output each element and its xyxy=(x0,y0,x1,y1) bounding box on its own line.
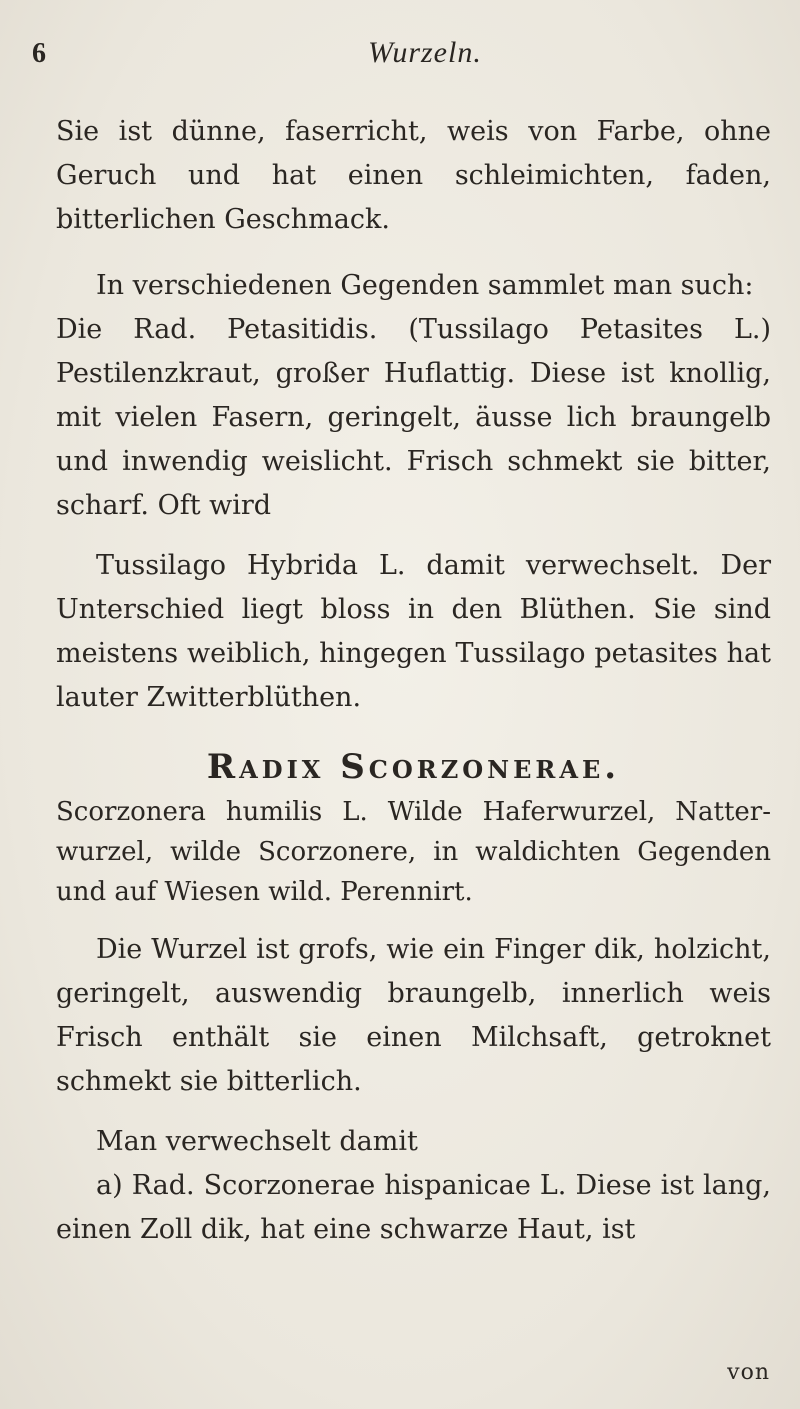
paragraph-verwechselt: Man verwechselt damit xyxy=(96,1126,418,1157)
section-heading: Radix Scorzonerae. xyxy=(206,747,621,787)
running-head: Wurzeln. xyxy=(368,36,482,69)
page-header xyxy=(0,30,800,80)
paragraph-tussilago-hybrida: Tussilago Hybrida L. damit verwechselt. Der Unterschied liegt bloss in den Blüthen. Sie sind meistens weiblich, hingegen Tussilago petasites hat lauter Zwitterblüthen. xyxy=(56,550,771,713)
page-number: 6 xyxy=(32,38,46,69)
paragraph-scorzonera: Scorzonera humilis L. Wilde Haferwurzel, Natter-wurzel, wilde Scorzonere, in waldichten Gegenden und auf Wiesen wild. Perennirt. xyxy=(56,797,771,907)
catchword: von xyxy=(727,1360,770,1385)
paragraph-description: Sie ist dünne, faserricht, weis von Farbe, ohne Geruch und hat einen schleimichten, faden, bitterlichen Geschmack. xyxy=(56,116,771,235)
paragraph-petasitidis: Die Rad. Petasitidis. (Tussilago Petasites L.) Pestilenzkraut, großer Huflattig. Diese ist knollig, mit vielen Fasern, geringelt, äusse lich braungelb und inwendig weislicht. Frisch schmekt sie bitter, scharf. Oft wird xyxy=(56,314,771,521)
paragraph-wurzel: Die Wurzel ist grofs, wie ein Finger dik, holzicht, geringelt, auswendig braungelb, innerlich weis Frisch enthält sie einen Milchsaft, getroknet schmekt sie bitterlich. xyxy=(56,934,771,1097)
paragraph-hispanicae: a) Rad. Scorzonerae hispanicae L. Diese ist lang, einen Zoll dik, hat eine schwarze Haut, ist xyxy=(56,1170,771,1245)
body-text xyxy=(56,110,771,1252)
paragraph-intro: In verschiedenen Gegenden sammlet man such: xyxy=(96,270,754,301)
